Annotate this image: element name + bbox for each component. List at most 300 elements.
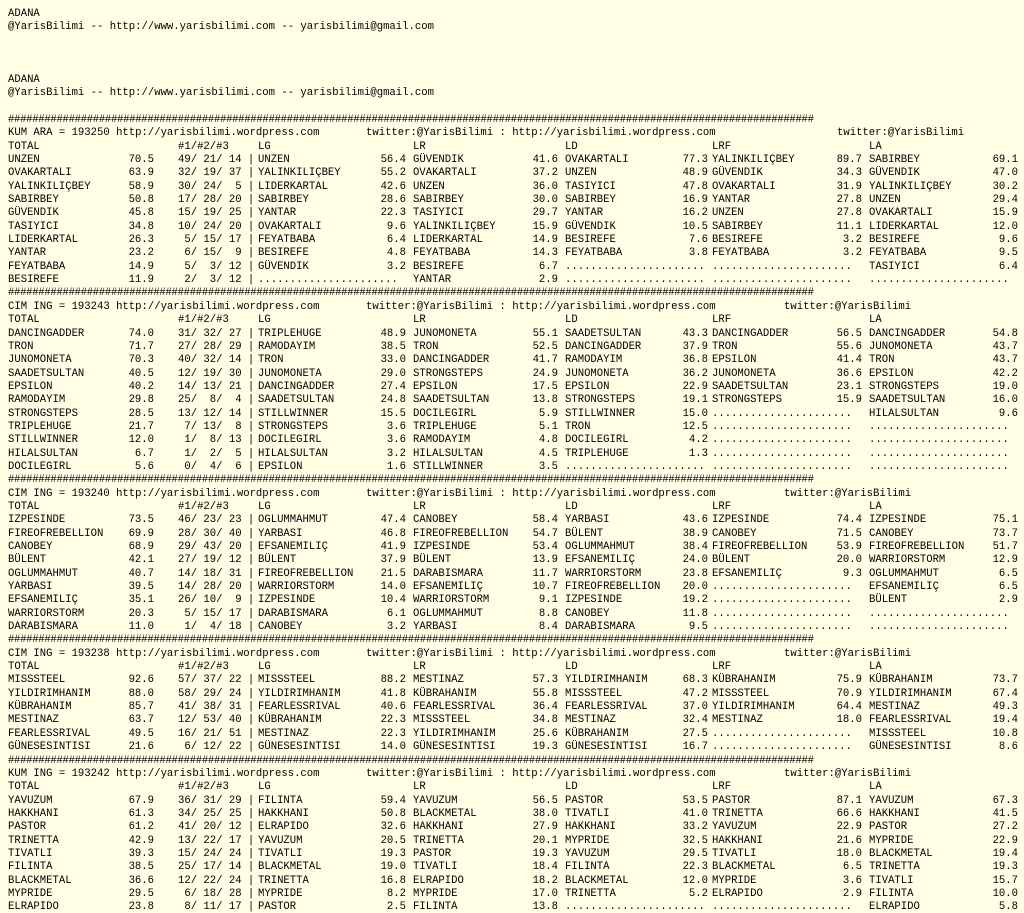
horse-name: KÜBRAHANIM [258, 714, 322, 727]
race-title-line [8, 768, 1018, 781]
horse-name: CANOBEY [258, 621, 303, 634]
score-value: 34.3 [836, 167, 862, 180]
score-value: 59.4 [380, 794, 406, 807]
horse-name: OGLUMMAHMUT [869, 567, 939, 580]
horse-name: ...................... [712, 727, 852, 740]
horse-name: GÜNESESINTISI [413, 741, 496, 754]
table-row [8, 875, 1018, 888]
horse-name: SABIRBEY [8, 194, 59, 207]
table-row [8, 795, 1018, 808]
place-counts: 13/ 12/ 14 | [178, 407, 255, 420]
race-twitter-url: twitter:@YarisBilimi : http://yarisbilimi.wordpress.com [366, 647, 716, 660]
horse-name: BLACKMETAL [8, 874, 72, 887]
score-value: 10.4 [380, 594, 406, 607]
score-value: 36.8 [682, 354, 708, 367]
score-value: 73.7 [992, 674, 1018, 687]
place-counts: 27/ 19/ 12 | [178, 554, 255, 567]
score-value: 3.2 [386, 447, 406, 460]
horse-name: YAVUZUM [413, 794, 458, 807]
score-value: 13.8 [532, 394, 558, 407]
col-header-total: TOTAL [8, 314, 40, 327]
race-twitter: twitter:@YarisBilimi [784, 647, 912, 660]
horse-name: BLACKMETAL [258, 861, 322, 874]
score-value: 50.8 [128, 194, 154, 207]
table-row [8, 594, 1018, 607]
horse-name: EFSANEMILIÇ [869, 581, 939, 594]
horse-name: TRINETTA [869, 861, 920, 874]
horse-name: IZPESINDE [8, 514, 66, 527]
place-counts: 14/ 13/ 21 | [178, 380, 255, 393]
score-value: 68.9 [128, 541, 154, 553]
horse-name: OVAKARTALI [565, 154, 629, 167]
col-header-la: LA [869, 661, 882, 674]
table-row [8, 528, 1018, 541]
horse-name: MESTINAZ [869, 701, 920, 714]
horse-name: UNZEN [413, 180, 445, 193]
score-value: 20.0 [682, 581, 708, 594]
score-value: 42.2 [992, 367, 1018, 380]
score-value: 53.9 [836, 541, 862, 553]
horse-name: OVAKARTALI [258, 220, 322, 233]
horse-name: BESIREFE [258, 247, 309, 260]
score-value: 3.8 [688, 247, 708, 260]
score-value: 20.0 [836, 554, 862, 567]
table-row [8, 448, 1018, 461]
horse-name: BESIREFE [8, 274, 59, 287]
horse-name: HAKKHANI [413, 821, 464, 834]
horse-name: DANCINGADDER [413, 354, 490, 367]
horse-name: BESIREFE [413, 260, 464, 273]
horse-name: YARBASI [258, 527, 303, 540]
score-value: 4.2 [688, 434, 708, 447]
horse-name: BÜLENT [8, 554, 47, 567]
horse-name: FILINTA [8, 861, 53, 874]
place-counts: 34/ 25/ 25 | [178, 807, 255, 820]
score-value: 75.9 [836, 674, 862, 687]
horse-name: STILLWINNER [8, 434, 78, 447]
col-header-lrf: LRF [712, 140, 732, 153]
horse-name: SABIRBEY [869, 154, 920, 167]
table-row [8, 728, 1018, 741]
horse-name: TRIPLEHUGE [565, 447, 629, 460]
race-title: CIM ING = 193240 http://yarisbilimi.wordpress.com [8, 487, 320, 500]
horse-name: BLACKMETAL [869, 847, 933, 860]
horse-name: YANTAR [565, 207, 604, 220]
column-header-line [8, 314, 1018, 327]
score-value: 22.3 [682, 861, 708, 874]
horse-name: TASIYICI [869, 260, 920, 273]
col-header-places: #1/#2/#3 [178, 314, 229, 327]
header-title: ADANA [8, 8, 40, 20]
score-value: 20.5 [380, 834, 406, 847]
column-header-line [8, 501, 1018, 514]
table-row [8, 207, 1018, 220]
horse-name: SAADETSULTAN [8, 367, 85, 380]
col-header-lg: LG [258, 661, 271, 674]
race-title-line [8, 648, 1018, 661]
table-row [8, 408, 1018, 421]
horse-name: ...................... [712, 447, 852, 460]
horse-name: FIREOFREBELLION [413, 527, 509, 540]
score-value: 10.0 [992, 887, 1018, 900]
horse-name: FEYATBABA [565, 247, 623, 260]
score-value: 47.4 [380, 514, 406, 527]
score-value: 42.9 [128, 834, 154, 847]
score-value: 47.2 [682, 687, 708, 700]
horse-name: MESTINAZ [712, 714, 763, 727]
horse-name: LIDERKARTAL [413, 234, 483, 247]
score-value: 22.3 [380, 714, 406, 727]
horse-name: EFSANEMILIÇ [8, 594, 78, 607]
horse-name: EPSILON [258, 460, 303, 473]
horse-name: ...................... [712, 901, 852, 913]
score-value: 6.4 [998, 260, 1018, 273]
col-header-lrf: LRF [712, 500, 732, 513]
score-value: 3.2 [386, 260, 406, 273]
horse-name: OGLUMMAHMUT [8, 567, 78, 580]
col-header-total: TOTAL [8, 781, 40, 794]
horse-name: MYPRIDE [8, 887, 53, 900]
score-value: 38.9 [682, 527, 708, 540]
horse-name: HAKKHANI [565, 821, 616, 834]
col-header-places: #1/#2/#3 [178, 500, 229, 513]
score-value: 27.5 [682, 727, 708, 740]
score-value: 28.5 [128, 407, 154, 420]
table-row [8, 541, 1018, 554]
horse-name: ...................... [258, 274, 398, 287]
place-counts: 16/ 21/ 51 | [178, 727, 255, 740]
horse-name: SABIRBEY [258, 194, 309, 207]
horse-name: BESIREFE [712, 234, 763, 247]
score-value: 88.2 [380, 674, 406, 687]
horse-name: YAVUZUM [8, 794, 53, 807]
horse-name: TIVATLI [413, 861, 458, 874]
horse-name: DANCINGADDER [565, 340, 642, 353]
horse-name: STILLWINNER [565, 407, 635, 420]
score-value: 15.0 [682, 407, 708, 420]
col-header-lr: LR [413, 314, 426, 327]
race-twitter: twitter:@YarisBilimi [784, 300, 912, 313]
score-value: 30.2 [992, 180, 1018, 193]
horse-name: ...................... [712, 621, 852, 634]
score-value: 16.0 [992, 394, 1018, 407]
race-twitter: twitter:@YarisBilimi [837, 127, 965, 140]
col-header-ld: LD [565, 140, 578, 153]
horse-name: ELRAPIDO [413, 874, 464, 887]
horse-name: RAMODAYIM [413, 434, 471, 447]
score-value: 3.5 [538, 460, 558, 473]
horse-name: BÜLENT [413, 554, 452, 567]
score-value: 89.7 [836, 154, 862, 167]
horse-name: ...................... [712, 741, 852, 754]
score-value: 40.6 [380, 701, 406, 714]
place-counts: 31/ 32/ 27 | [178, 327, 255, 340]
horse-name: UNZEN [258, 154, 290, 167]
race-title: CIM ING = 193243 http://yarisbilimi.wordpress.com [8, 300, 320, 313]
horse-name: ELRAPIDO [712, 887, 763, 900]
horse-name: YILDIRIMHANIM [258, 687, 341, 700]
horse-name: FEARLESSRIVAL [869, 714, 952, 727]
horse-name: OGLUMMAHMUT [565, 541, 635, 553]
horse-name: KÜBRAHANIM [869, 674, 933, 687]
table-row [8, 888, 1018, 901]
horse-name: MISSSTEEL [258, 674, 316, 687]
horse-name: YARBASI [8, 581, 53, 594]
score-value: 67.9 [128, 794, 154, 807]
horse-name: FIREOFREBELLION [258, 567, 354, 580]
race-twitter-url: twitter:@YarisBilimi : http://yarisbilimi.wordpress.com [366, 767, 716, 780]
horse-name: IZPESINDE [258, 594, 316, 607]
horse-name: EPSILON [565, 380, 610, 393]
place-counts: 46/ 23/ 23 | [178, 514, 255, 527]
horse-name: IZPESINDE [565, 594, 623, 607]
horse-name: TASIYICI [413, 207, 464, 220]
score-value: 19.0 [380, 861, 406, 874]
horse-name: MISSSTEEL [712, 687, 770, 700]
score-value: 8.2 [386, 887, 406, 900]
score-value: 10.5 [682, 220, 708, 233]
score-value: 61.3 [128, 807, 154, 820]
horse-name: TRIPLEHUGE [8, 420, 72, 433]
place-counts: 5/ 3/ 12 | [178, 260, 255, 273]
score-value: 12.5 [682, 420, 708, 433]
horse-name: ...................... [869, 274, 1009, 287]
horse-name: MYPRIDE [413, 887, 458, 900]
horse-name: ...................... [712, 594, 852, 607]
score-value: 19.0 [992, 380, 1018, 393]
place-counts: 32/ 19/ 37 | [178, 167, 255, 180]
horse-name: ELRAPIDO [8, 901, 59, 913]
score-value: 47.8 [682, 180, 708, 193]
horse-name: TRON [8, 340, 34, 353]
col-header-total: TOTAL [8, 140, 40, 153]
horse-name: TRINETTA [565, 887, 616, 900]
score-value: 51.7 [992, 541, 1018, 553]
horse-name: CANOBEY [712, 527, 757, 540]
score-value: 3.6 [386, 434, 406, 447]
horse-name: DARABISMARA [8, 621, 78, 634]
horse-name: YARBASI [565, 514, 610, 527]
race-title-line [8, 127, 1018, 140]
horse-name: YALINKILIÇBEY [712, 154, 795, 167]
score-value: 19.3 [992, 861, 1018, 874]
score-value: 3.2 [386, 621, 406, 634]
score-value: 11.0 [128, 621, 154, 634]
horse-name: YANTAR [712, 194, 751, 207]
race-title-line [8, 301, 1018, 314]
horse-name: TRIPLEHUGE [413, 420, 477, 433]
horse-name: HAKKHANI [869, 807, 920, 820]
score-value: 70.3 [128, 354, 154, 367]
col-header-ld: LD [565, 661, 578, 674]
place-counts: 0/ 4/ 6 | [178, 460, 255, 473]
place-counts: 58/ 29/ 24 | [178, 687, 255, 700]
separator-line: ##################################################################################################################################### [8, 287, 814, 300]
horse-name: BESIREFE [565, 234, 616, 247]
horse-name: SAADETSULTAN [413, 394, 490, 407]
horse-name: YAVUZUM [565, 847, 610, 860]
horse-name: ...................... [712, 274, 852, 287]
horse-name: RAMODAYIM [565, 354, 623, 367]
score-value: 21.6 [128, 741, 154, 754]
horse-name: HAKKHANI [258, 807, 309, 820]
table-row [8, 821, 1018, 834]
table-row [8, 354, 1018, 367]
horse-name: TIVATLI [712, 847, 757, 860]
score-value: 6.7 [538, 260, 558, 273]
score-value: 23.8 [682, 567, 708, 580]
score-value: 38.5 [380, 340, 406, 353]
horse-name: MESTINAZ [258, 727, 309, 740]
race-title: KUM ING = 193242 http://yarisbilimi.wordpress.com [8, 767, 320, 780]
horse-name: HILALSULTAN [413, 447, 483, 460]
place-counts: 40/ 32/ 14 | [178, 354, 255, 367]
horse-name: TRON [869, 354, 895, 367]
score-value: 11.1 [836, 220, 862, 233]
score-value: 45.8 [128, 207, 154, 220]
score-value: 18.0 [836, 714, 862, 727]
score-value: 55.6 [836, 340, 862, 353]
place-counts: 25/ 17/ 14 | [178, 861, 255, 874]
horse-name: LIDERKARTAL [258, 180, 328, 193]
score-value: 22.9 [992, 834, 1018, 847]
horse-name: CANOBEY [565, 607, 610, 620]
col-header-la: LA [869, 314, 882, 327]
header-block-2 [8, 74, 434, 101]
score-value: 22.9 [836, 821, 862, 834]
horse-name: MYPRIDE [869, 834, 914, 847]
race-twitter: twitter:@YarisBilimi [784, 767, 912, 780]
horse-name: TRIPLEHUGE [258, 327, 322, 340]
col-header-lg: LG [258, 314, 271, 327]
score-value: 12.0 [682, 874, 708, 887]
score-value: 10.7 [532, 581, 558, 594]
horse-name: FIREOFREBELLION [869, 541, 965, 553]
col-header-ld: LD [565, 500, 578, 513]
score-value: 27.8 [836, 194, 862, 207]
horse-name: GÜVENDIK [712, 167, 763, 180]
horse-name: GÜNESESINTISI [869, 741, 952, 754]
score-value: 38.4 [682, 541, 708, 553]
horse-name: GÜVENDIK [869, 167, 920, 180]
horse-name: JUNOMONETA [712, 367, 776, 380]
horse-name: ...................... [869, 460, 1009, 473]
horse-name: FIREOFREBELLION [712, 541, 808, 553]
horse-name: EFSANEMILIÇ [258, 541, 328, 553]
horse-name: MYPRIDE [565, 834, 610, 847]
horse-name: KÜBRAHANIM [8, 701, 72, 714]
horse-name: DARABISMARA [258, 607, 328, 620]
score-value: 1.6 [386, 460, 406, 473]
score-value: 29.4 [992, 194, 1018, 207]
score-value: 61.2 [128, 821, 154, 834]
score-value: 14.0 [380, 741, 406, 754]
col-header-lr: LR [413, 781, 426, 794]
table-row [8, 194, 1018, 207]
horse-name: FILINTA [413, 901, 458, 913]
horse-name: TRINETTA [258, 874, 309, 887]
horse-name: GÜVENDIK [565, 220, 616, 233]
score-value: 22.3 [380, 727, 406, 740]
score-value: 28.6 [380, 194, 406, 207]
horse-name: FEARLESSRIVAL [8, 727, 91, 740]
score-value: 19.3 [380, 847, 406, 860]
place-counts: 36/ 31/ 29 | [178, 794, 255, 807]
horse-name: STILLWINNER [413, 460, 483, 473]
place-counts: 28/ 30/ 40 | [178, 527, 255, 540]
score-value: 4.8 [538, 434, 558, 447]
horse-name: MISSSTEEL [565, 687, 623, 700]
horse-name: CANOBEY [869, 527, 914, 540]
score-value: 15.9 [532, 220, 558, 233]
horse-name: YARBASI [413, 621, 458, 634]
horse-name: STRONGSTEPS [8, 407, 78, 420]
score-value: 14.9 [128, 260, 154, 273]
horse-name: WARRIORSTORM [869, 554, 946, 567]
horse-name: DOCILEGIRL [565, 434, 629, 447]
score-value: 77.3 [682, 154, 708, 167]
horse-name: YILDIRIMHANIM [869, 687, 952, 700]
horse-name: TRON [258, 354, 284, 367]
place-counts: 15/ 19/ 25 | [178, 207, 255, 220]
horse-name: ...................... [565, 460, 705, 473]
table-row [8, 861, 1018, 874]
horse-name: EPSILON [869, 367, 914, 380]
score-value: 41.8 [380, 687, 406, 700]
horse-name: JUNOMONETA [8, 354, 72, 367]
score-value: 6.5 [998, 567, 1018, 580]
score-value: 63.7 [128, 714, 154, 727]
score-value: 12.0 [128, 434, 154, 447]
place-counts: 25/ 8/ 4 | [178, 394, 255, 407]
horse-name: MESTINAZ [565, 714, 616, 727]
score-value: 27.4 [380, 380, 406, 393]
score-value: 55.8 [532, 687, 558, 700]
score-value: 33.2 [682, 821, 708, 834]
score-value: 43.6 [682, 514, 708, 527]
score-value: 16.7 [682, 741, 708, 754]
score-value: 3.6 [386, 420, 406, 433]
place-counts: 27/ 28/ 29 | [178, 340, 255, 353]
race-twitter-url: twitter:@YarisBilimi : http://yarisbilimi.wordpress.com [366, 300, 716, 313]
horse-name: TRON [565, 420, 591, 433]
header-subtitle: @YarisBilimi -- http://www.yarisbilimi.com -- yarisbilimi@gmail.com [8, 87, 434, 100]
score-value: 2.9 [538, 274, 558, 287]
horse-name: SAADETSULTAN [565, 327, 642, 340]
place-counts: 41/ 38/ 31 | [178, 701, 255, 714]
horse-name: JUNOMONETA [565, 367, 629, 380]
score-value: 70.9 [836, 687, 862, 700]
col-header-total: TOTAL [8, 500, 40, 513]
score-value: 15.5 [380, 407, 406, 420]
score-value: 74.0 [128, 327, 154, 340]
horse-name: LIDERKARTAL [869, 220, 939, 233]
horse-name: TRINETTA [413, 834, 464, 847]
score-value: 8.8 [538, 607, 558, 620]
horse-name: PASTOR [565, 794, 604, 807]
horse-name: OGLUMMAHMUT [413, 607, 483, 620]
table-row [8, 154, 1018, 167]
score-value: 33.0 [380, 354, 406, 367]
place-counts: 5/ 15/ 17 | [178, 607, 255, 620]
col-header-places: #1/#2/#3 [178, 140, 229, 153]
table-row [8, 741, 1018, 754]
horse-name: EPSILON [712, 354, 757, 367]
horse-name: DOCILEGIRL [258, 434, 322, 447]
score-value: 14.3 [532, 247, 558, 260]
score-value: 9.6 [998, 234, 1018, 247]
horse-name: CANOBEY [413, 514, 458, 527]
